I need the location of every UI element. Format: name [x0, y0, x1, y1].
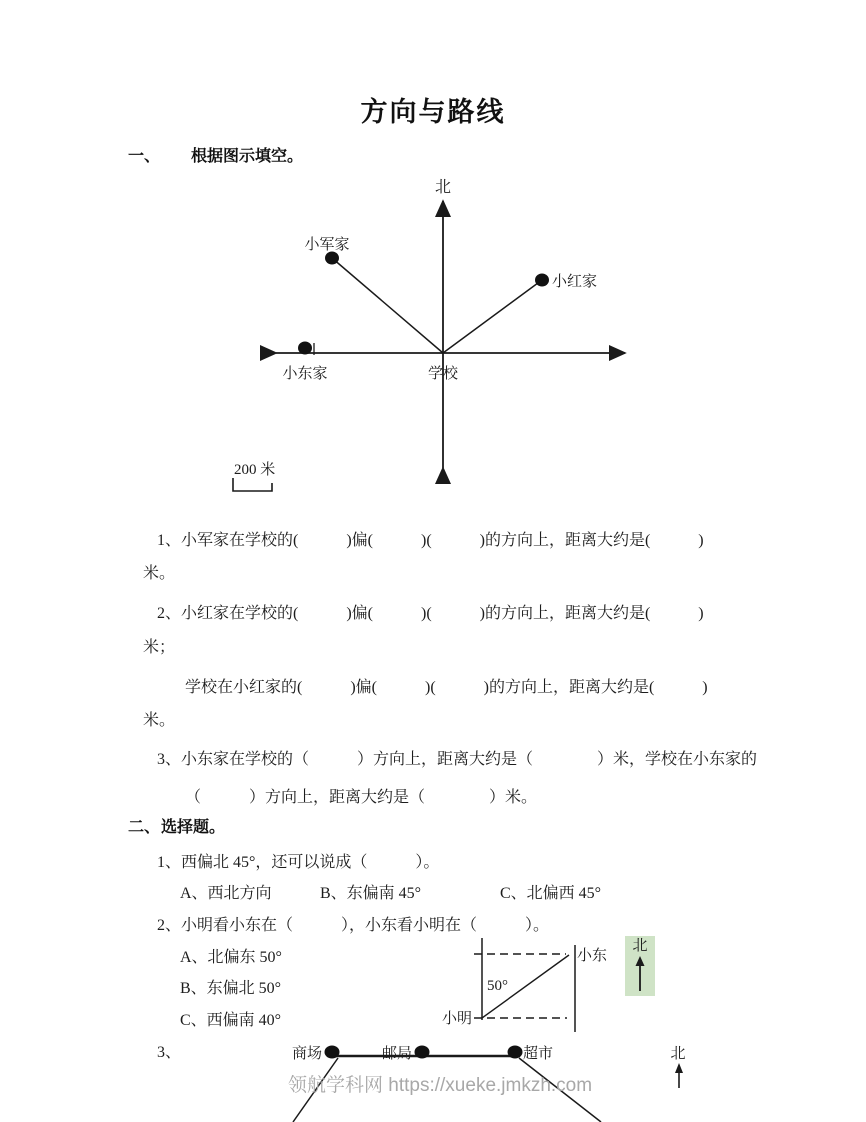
q2-xiaodong-label: 小东	[577, 948, 608, 964]
xiaojun-home-dot	[325, 252, 339, 265]
scale-bracket	[233, 478, 272, 491]
section2-number: 二、	[128, 819, 161, 836]
xiaohong-home-dot	[535, 274, 549, 287]
s1-q1-line2: 米。	[143, 565, 176, 582]
section2-heading: 选择题。	[161, 819, 226, 836]
xiaodong-home-label: 小东家	[282, 366, 328, 382]
s2-q1-option-a: A、西北方向	[180, 885, 272, 902]
ray-to-xiaohong-home	[443, 280, 542, 353]
s1-q2-line4: 米。	[143, 712, 176, 729]
q3-shop-dot	[325, 1046, 340, 1059]
q2-xiaoming-label: 小明	[441, 1011, 472, 1027]
q3-north-label: 北	[670, 1046, 686, 1062]
page-title: 方向与路线	[360, 97, 506, 127]
s2-q2-option-a: A、北偏东 50°	[180, 949, 282, 966]
compass-map-figure	[230, 165, 650, 500]
scale-label: 200 米	[234, 462, 276, 478]
s1-q1-line1: 1、小军家在学校的( )偏( )( )的方向上，距离大约是( )	[157, 532, 704, 549]
s1-q3-line2: （ ）方向上，距离大约是（ ）米。	[185, 789, 538, 806]
q3-post-office-label: 邮局	[381, 1046, 412, 1062]
section1-heading: 根据图示填空。	[191, 148, 304, 165]
q3-north-arrowhead	[675, 1063, 683, 1073]
q3-supermarket-label: 超市	[523, 1046, 554, 1062]
s2-q2-option-b: B、东偏北 50°	[180, 980, 282, 997]
s2-q3-number: 3、	[157, 1044, 182, 1061]
q2-north-label: 北	[632, 938, 648, 954]
s1-q2-line2: 米；	[143, 639, 176, 656]
s2-q2-text: 2、小明看小东在（ ），小东看小明在（ ）。	[157, 917, 550, 934]
q2-north-box	[625, 936, 655, 996]
q3-shop-label: 商场	[291, 1046, 322, 1062]
s2-q2-option-c: C、西偏南 40°	[180, 1012, 282, 1029]
q2-north-arrow	[633, 955, 647, 993]
school-label: 学校	[427, 366, 459, 382]
section1-number: 一、	[128, 148, 161, 165]
q3-post-office-dot	[415, 1046, 430, 1059]
xiaojun-home-label: 小军家	[304, 237, 350, 253]
s2-q1-text: 1、西偏北 45°，还可以说成（ ）。	[157, 854, 440, 871]
north-label: 北	[434, 179, 452, 196]
s2-q1-option-c: C、北偏西 45°	[500, 885, 602, 902]
q3-supermarket-dot	[508, 1046, 523, 1059]
ray-to-xiaojun-home	[332, 258, 443, 353]
s1-q2-line3: 学校在小红家的( )偏( )( )的方向上，距离大约是( )	[185, 679, 708, 696]
q2-angle-label: 50°	[487, 978, 508, 994]
s1-q3-line1: 3、小东家在学校的（ ）方向上，距离大约是（ ）米，学校在小东家的	[157, 751, 758, 768]
s1-q2-line1: 2、小红家在学校的( )偏( )( )的方向上，距离大约是( )	[157, 605, 704, 622]
s2-q1-option-b: B、东偏南 45°	[320, 885, 422, 902]
watermark-text: 领航学科网 https://xueke.jmkzh.com	[288, 1075, 593, 1096]
xiaohong-home-label: 小红家	[552, 274, 598, 290]
xiaodong-home-dot	[298, 342, 312, 355]
